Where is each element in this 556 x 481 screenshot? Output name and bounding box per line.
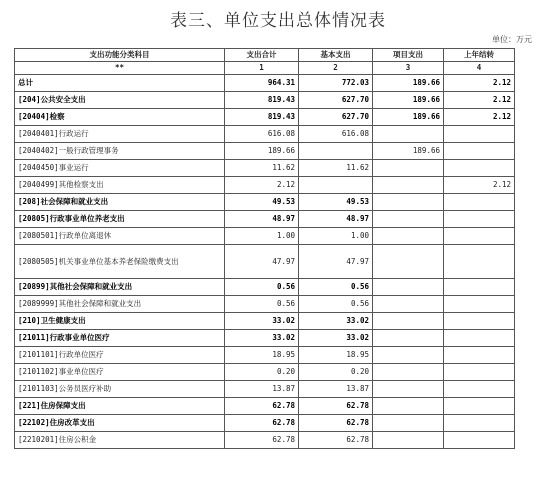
basic-cell: 627.70 [299, 109, 373, 126]
table-row [15, 211, 515, 228]
code-cell: 4 [444, 62, 515, 75]
category-cell: [2040499]其他检察支出 [15, 177, 225, 194]
total-cell: 48.97 [225, 211, 299, 228]
project-cell [373, 330, 444, 347]
basic-cell: 772.03 [299, 75, 373, 92]
table-row [15, 75, 515, 92]
category-cell: [2089999]其他社会保障和就业支出 [15, 296, 225, 313]
carryover-cell [444, 194, 515, 211]
carryover-cell [444, 415, 515, 432]
carryover-cell: 2.12 [444, 75, 515, 92]
carryover-cell [444, 279, 515, 296]
project-cell [373, 432, 444, 449]
project-cell [373, 415, 444, 432]
category-cell: [2101101]行政单位医疗 [15, 347, 225, 364]
table-row [15, 347, 515, 364]
table-row [15, 432, 515, 449]
code-cell: ** [15, 62, 225, 75]
basic-cell: 0.20 [299, 364, 373, 381]
table-row [15, 143, 515, 160]
project-cell [373, 296, 444, 313]
table-row [15, 313, 515, 330]
total-cell: 62.78 [225, 432, 299, 449]
table-row [15, 398, 515, 415]
code-cell: 3 [373, 62, 444, 75]
table-row [15, 381, 515, 398]
total-cell: 964.31 [225, 75, 299, 92]
table-row [15, 194, 515, 211]
project-cell [373, 364, 444, 381]
table-row [15, 245, 515, 279]
category-cell: [2040401]行政运行 [15, 126, 225, 143]
carryover-cell [444, 228, 515, 245]
total-cell: 33.02 [225, 313, 299, 330]
project-cell [373, 347, 444, 364]
basic-cell: 0.56 [299, 279, 373, 296]
header-carryover: 上年结转 [444, 49, 515, 62]
carryover-cell [444, 296, 515, 313]
basic-cell: 627.70 [299, 92, 373, 109]
header-row [15, 49, 515, 62]
basic-cell: 62.78 [299, 415, 373, 432]
header-total: 支出合计 [225, 49, 299, 62]
total-cell: 0.56 [225, 296, 299, 313]
header-basic: 基本支出 [299, 49, 373, 62]
project-cell: 189.66 [373, 75, 444, 92]
category-cell: [2040450]事业运行 [15, 160, 225, 177]
category-cell: [20805]行政事业单位养老支出 [15, 211, 225, 228]
total-cell: 18.95 [225, 347, 299, 364]
basic-cell [299, 177, 373, 194]
carryover-cell [444, 313, 515, 330]
carryover-cell [444, 126, 515, 143]
project-cell [373, 160, 444, 177]
basic-cell: 47.97 [299, 245, 373, 279]
basic-cell: 62.78 [299, 432, 373, 449]
project-cell [373, 245, 444, 279]
category-cell: [2080505]机关事业单位基本养老保险缴费支出 [15, 245, 225, 279]
carryover-cell [444, 347, 515, 364]
table-row [15, 364, 515, 381]
project-cell: 189.66 [373, 92, 444, 109]
basic-cell: 18.95 [299, 347, 373, 364]
carryover-cell [444, 398, 515, 415]
project-cell: 189.66 [373, 143, 444, 160]
total-cell: 33.02 [225, 330, 299, 347]
total-cell: 819.43 [225, 109, 299, 126]
basic-cell: 48.97 [299, 211, 373, 228]
unit-note: 单位：万元 [492, 35, 532, 44]
basic-cell: 616.08 [299, 126, 373, 143]
category-cell: [221]住房保障支出 [15, 398, 225, 415]
basic-cell: 0.56 [299, 296, 373, 313]
total-cell: 0.20 [225, 364, 299, 381]
code-cell: 2 [299, 62, 373, 75]
carryover-cell [444, 211, 515, 228]
category-cell: [208]社会保障和就业支出 [15, 194, 225, 211]
table-row [15, 279, 515, 296]
project-cell [373, 381, 444, 398]
table-row [15, 160, 515, 177]
page-title: 表三、单位支出总体情况表 [170, 11, 386, 31]
project-cell [373, 228, 444, 245]
category-cell: [20899]其他社会保障和就业支出 [15, 279, 225, 296]
project-cell [373, 211, 444, 228]
code-cell: 1 [225, 62, 299, 75]
category-cell: [21011]行政事业单位医疗 [15, 330, 225, 347]
basic-cell: 49.53 [299, 194, 373, 211]
total-cell: 0.56 [225, 279, 299, 296]
table-row [15, 330, 515, 347]
project-cell [373, 126, 444, 143]
basic-cell: 33.02 [299, 313, 373, 330]
category-cell: 总计 [15, 75, 225, 92]
basic-cell: 33.02 [299, 330, 373, 347]
carryover-cell [444, 381, 515, 398]
basic-cell: 1.00 [299, 228, 373, 245]
project-cell [373, 398, 444, 415]
table-row [15, 228, 515, 245]
carryover-cell [444, 143, 515, 160]
table-body [15, 75, 515, 449]
category-cell: [2080501]行政单位离退休 [15, 228, 225, 245]
project-cell: 189.66 [373, 109, 444, 126]
carryover-cell: 2.12 [444, 177, 515, 194]
table-row [15, 92, 515, 109]
category-cell: [22102]住房改革支出 [15, 415, 225, 432]
project-cell [373, 194, 444, 211]
project-cell [373, 313, 444, 330]
carryover-cell [444, 364, 515, 381]
project-cell [373, 177, 444, 194]
basic-cell: 62.78 [299, 398, 373, 415]
total-cell: 47.97 [225, 245, 299, 279]
total-cell: 13.87 [225, 381, 299, 398]
total-cell: 62.78 [225, 398, 299, 415]
category-cell: [204]公共安全支出 [15, 92, 225, 109]
carryover-cell [444, 330, 515, 347]
table-row [15, 296, 515, 313]
total-cell: 11.62 [225, 160, 299, 177]
category-cell: [2101102]事业单位医疗 [15, 364, 225, 381]
table-row [15, 415, 515, 432]
carryover-cell [444, 160, 515, 177]
category-cell: [2210201]住房公积金 [15, 432, 225, 449]
carryover-cell [444, 245, 515, 279]
header-category: 支出功能分类科目 [15, 49, 225, 62]
basic-cell: 13.87 [299, 381, 373, 398]
table-row [15, 177, 515, 194]
category-cell: [2101103]公务员医疗补助 [15, 381, 225, 398]
total-cell: 819.43 [225, 92, 299, 109]
total-cell: 49.53 [225, 194, 299, 211]
expenditure-table-container [14, 48, 514, 449]
total-cell: 189.66 [225, 143, 299, 160]
category-cell: [2040402]一般行政管理事务 [15, 143, 225, 160]
carryover-cell [444, 432, 515, 449]
basic-cell [299, 143, 373, 160]
basic-cell: 11.62 [299, 160, 373, 177]
carryover-cell: 2.12 [444, 109, 515, 126]
total-cell: 62.78 [225, 415, 299, 432]
category-cell: [210]卫生健康支出 [15, 313, 225, 330]
table-row [15, 126, 515, 143]
header-project: 项目支出 [373, 49, 444, 62]
total-cell: 616.08 [225, 126, 299, 143]
expenditure-table [14, 48, 515, 449]
carryover-cell: 2.12 [444, 92, 515, 109]
total-cell: 1.00 [225, 228, 299, 245]
table-row [15, 109, 515, 126]
total-cell: 2.12 [225, 177, 299, 194]
category-cell: [20404]检察 [15, 109, 225, 126]
code-row [15, 62, 515, 75]
project-cell [373, 279, 444, 296]
